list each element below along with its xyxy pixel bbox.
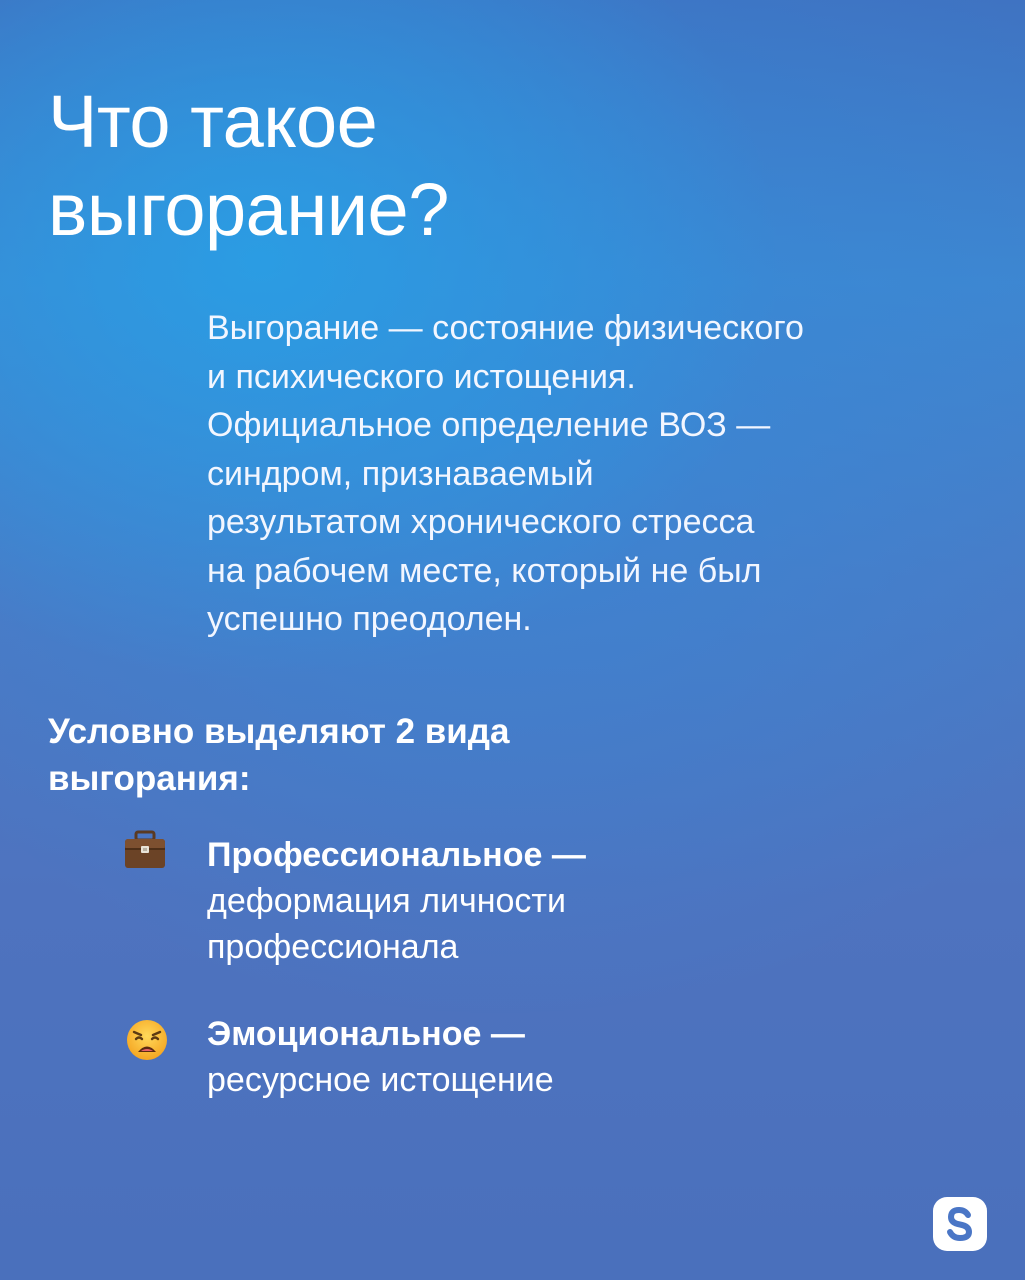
weary-face-icon xyxy=(124,1017,170,1063)
type-description-line: профессионала xyxy=(207,928,459,966)
brand-logo xyxy=(933,1197,987,1251)
definition-line: Выгорание — состояние физического xyxy=(207,309,804,347)
definition-line: на рабочем месте, который не был xyxy=(207,551,762,590)
types-heading-line-1: Условно выделяют 2 вида xyxy=(48,712,510,751)
type-description-line: деформация личности xyxy=(207,882,566,920)
title-line-1: Что такое xyxy=(48,80,378,163)
definition-line: результатом хронического стресса xyxy=(207,503,755,541)
definition-paragraph xyxy=(207,304,967,644)
page-title xyxy=(48,78,748,254)
definition-line: Официальное определение ВОЗ — xyxy=(207,406,771,444)
type-dash: — xyxy=(481,1015,525,1053)
definition-line: синдром, признаваемый xyxy=(207,454,594,493)
type-title-line xyxy=(207,1011,907,1057)
type-title-line xyxy=(207,832,907,878)
brand-s-logo-icon xyxy=(933,1197,987,1251)
definition-line: успешно преодолен. xyxy=(207,600,532,638)
type-name: Эмоциональное xyxy=(207,1015,482,1053)
title-line-2: выгорание? xyxy=(48,168,449,251)
type-item-emotional xyxy=(207,1011,907,1103)
type-name: Профессиональное xyxy=(207,836,543,874)
type-item-professional xyxy=(207,832,907,970)
type-description-line: ресурсное истощение xyxy=(207,1061,554,1099)
types-heading-line-2: выгорания: xyxy=(48,759,251,798)
type-dash: — xyxy=(542,836,586,874)
definition-line: и психического истощения. xyxy=(207,357,636,396)
types-heading xyxy=(48,708,748,802)
briefcase-icon xyxy=(122,828,168,874)
